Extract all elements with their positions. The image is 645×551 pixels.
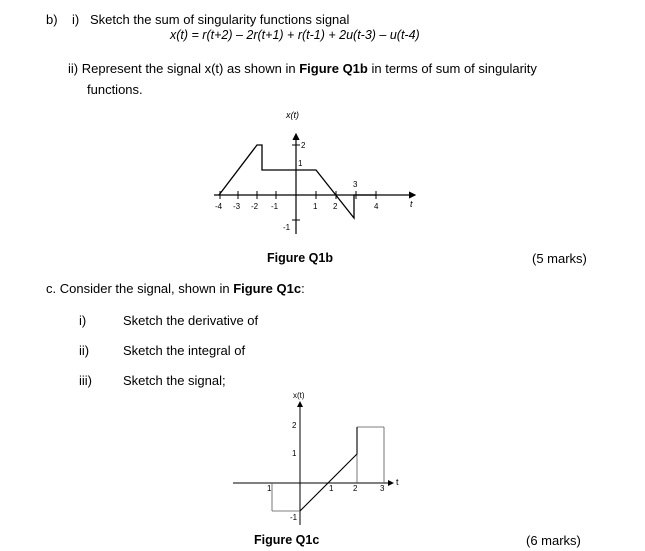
q1b-tick-neg2: -2	[251, 202, 259, 211]
part-c-label: c.	[46, 281, 57, 296]
q1c-y-label: x(t)	[293, 391, 305, 400]
part-b-ii-text-line2: functions.	[87, 82, 143, 97]
part-b-i-text: Sketch the sum of singularity functions signal	[90, 12, 350, 27]
part-c-intro	[46, 281, 305, 296]
q1c-xtick-1: 1	[329, 484, 334, 493]
part-c-text-after: :	[301, 281, 305, 296]
q1b-ytick-2: 2	[301, 141, 306, 150]
q1b-tick-neg4: -4	[215, 202, 223, 211]
q1c-ytick-neg1: -1	[290, 513, 298, 522]
part-b-marks: (5 marks)	[532, 251, 587, 266]
part-c-item-2-number: ii)	[79, 343, 90, 358]
part-c-item-3-text: Sketch the signal;	[123, 373, 226, 388]
figure-q1b-reference: Figure Q1b	[299, 61, 368, 76]
q1c-ytick-2: 2	[292, 421, 297, 430]
q1b-tick-neg3: -3	[233, 202, 241, 211]
figure-q1c	[0, 385, 645, 535]
q1b-tick-neg1: -1	[271, 202, 279, 211]
q1c-xtick-neg1: 1	[267, 484, 272, 493]
part-c-item-1-text: Sketch the derivative of	[123, 313, 259, 328]
part-b-ii-text-before: Represent the signal x(t) as shown in	[81, 61, 300, 76]
q1b-ytick-neg1: -1	[283, 223, 291, 232]
part-b-ii-number: ii)	[68, 61, 79, 76]
q1b-ytick-1: 1	[298, 159, 303, 168]
q1b-point-label-3: 3	[353, 180, 358, 189]
part-c-marks: (6 marks)	[526, 533, 581, 548]
part-b-ii-text-after: in terms of sum of singularity	[367, 61, 537, 76]
figure-q1b-caption: Figure Q1b	[267, 251, 333, 265]
part-c-item-1-number: i)	[79, 313, 87, 328]
q1c-ytick-1: 1	[292, 449, 297, 458]
q1c-grid-lines	[272, 427, 384, 511]
q1b-x-label: t	[410, 199, 413, 209]
q1b-tick-4: 4	[374, 202, 379, 211]
q1c-x-label: t	[396, 477, 399, 487]
figure-q1b	[0, 0, 645, 260]
part-b-label: b)	[46, 12, 58, 27]
q1b-tick-2: 2	[333, 202, 338, 211]
figure-q1c-reference: Figure Q1c	[233, 281, 302, 296]
part-c-item-2-text: Sketch the integral of	[123, 343, 246, 358]
q1c-xtick-2: 2	[353, 484, 358, 493]
q1b-tick-1: 1	[313, 202, 318, 211]
part-c-text-before: Consider the signal, shown in	[59, 281, 234, 296]
part-c-item-3-number: iii)	[79, 373, 92, 388]
equation: x(t) = r(t+2) – 2r(t+1) + r(t-1) + 2u(t-3) – u(t-4)	[170, 28, 420, 42]
q1c-xtick-3: 3	[380, 484, 385, 493]
q1b-y-label: x(t)	[286, 110, 299, 120]
figure-q1c-caption: Figure Q1c	[254, 533, 320, 547]
part-b-i-number: i)	[72, 12, 80, 27]
